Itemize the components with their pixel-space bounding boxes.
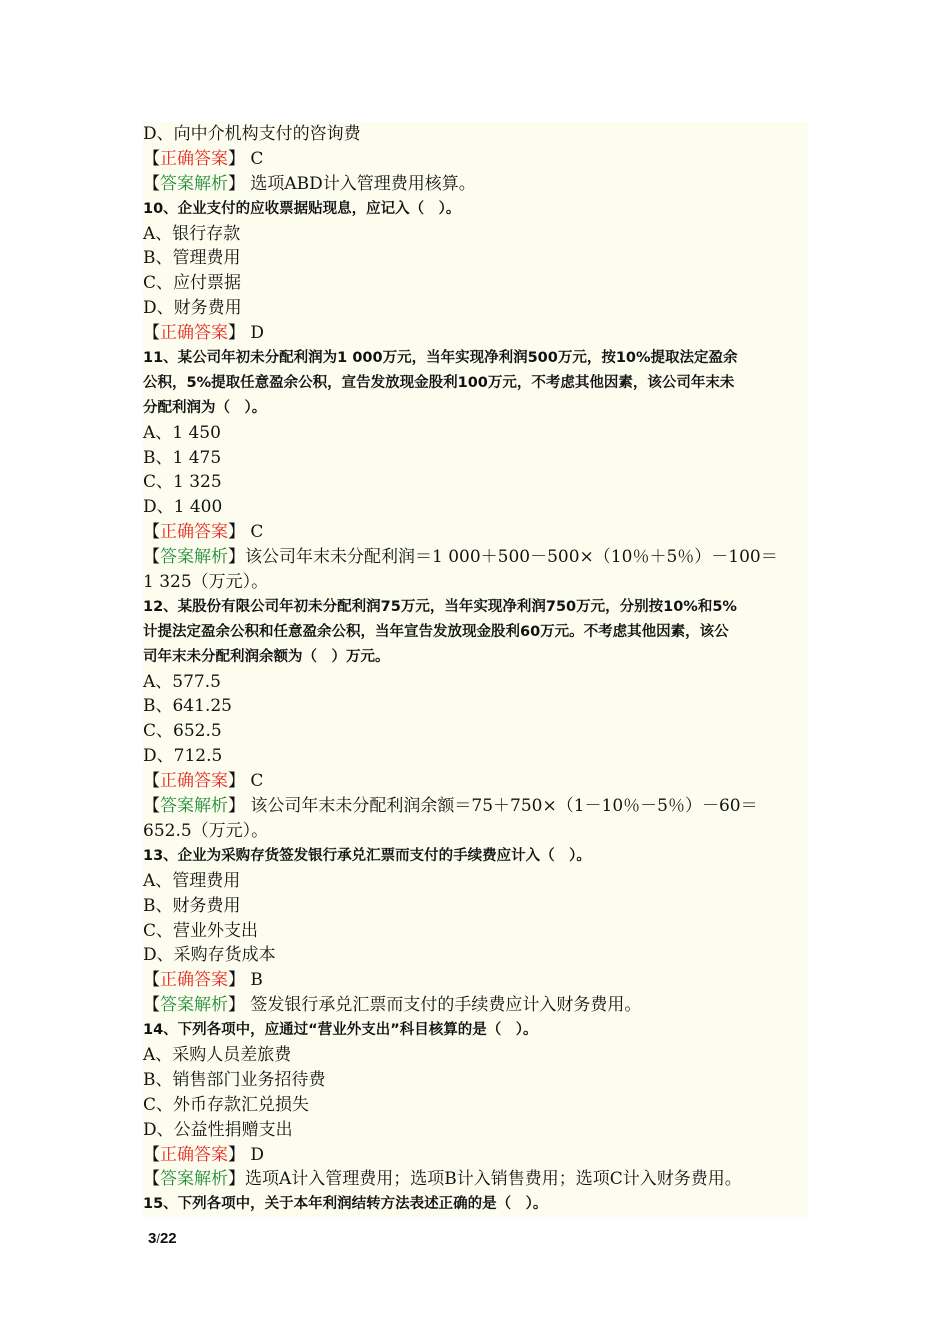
option-text: A、1 450 — [143, 421, 808, 446]
question-text: 14、下列各项中，应通过“营业外支出”科目核算的是（ ）。 — [143, 1018, 808, 1043]
bracket-close: 】 — [228, 173, 245, 194]
bracket-open: 【 — [143, 771, 160, 792]
bracket-close: 】 — [228, 995, 245, 1016]
correct-answer-line — [143, 147, 808, 172]
correct-answer-label: 正确答案 — [160, 771, 228, 792]
bracket-open: 【 — [143, 173, 160, 194]
answer-explanation-text: 签发银行承兑汇票而支付的手续费应计入财务费用。 — [245, 995, 642, 1016]
answer-explanation-label: 答案解析 — [160, 796, 228, 817]
option-text: B、1 475 — [143, 446, 808, 471]
answer-explanation-label: 答案解析 — [160, 1169, 228, 1190]
correct-answer-value: C — [245, 522, 264, 543]
answer-explanation-label: 答案解析 — [160, 173, 228, 194]
bracket-close: 】 — [228, 323, 245, 344]
correct-answer-value: D — [245, 323, 265, 344]
document-body — [143, 122, 808, 1217]
bracket-close: 】 — [228, 771, 245, 792]
answer-explanation-line — [143, 172, 808, 197]
option-text: D、采购存货成本 — [143, 943, 808, 968]
option-text: C、外币存款汇兑损失 — [143, 1093, 808, 1118]
answer-explanation-line — [143, 545, 808, 570]
option-text: B、财务费用 — [143, 894, 808, 919]
question-text: 13、企业为采购存货签发银行承兑汇票而支付的手续费应计入（ ）。 — [143, 844, 808, 869]
bracket-open: 【 — [143, 1169, 160, 1190]
correct-answer-label: 正确答案 — [160, 148, 228, 169]
bracket-close: 】 — [228, 522, 245, 543]
bracket-open: 【 — [143, 970, 160, 991]
question-text: 11、某公司年初未分配利润为1 000万元，当年实现净利润500万元，按10%提取法定盈余 — [143, 346, 808, 371]
correct-answer-line — [143, 1143, 808, 1168]
correct-answer-line — [143, 321, 808, 346]
option-text: D、1 400 — [143, 495, 808, 520]
answer-explanation-line — [143, 794, 808, 819]
bracket-open: 【 — [143, 547, 160, 568]
option-text: A、银行存款 — [143, 222, 808, 247]
bracket-close: 】 — [228, 796, 245, 817]
option-text: A、577.5 — [143, 670, 808, 695]
question-text: 15、下列各项中，关于本年利润结转方法表述正确的是（ ）。 — [143, 1192, 808, 1217]
current-page: 3 — [148, 1230, 157, 1247]
option-text: B、管理费用 — [143, 246, 808, 271]
bracket-close: 】 — [228, 1144, 245, 1165]
answer-explanation-text: 选项A计入管理费用；选项B计入销售费用；选项C计入财务费用。 — [245, 1169, 742, 1190]
answer-explanation-line — [143, 993, 808, 1018]
bracket-open: 【 — [143, 522, 160, 543]
option-text: A、管理费用 — [143, 869, 808, 894]
correct-answer-label: 正确答案 — [160, 1144, 228, 1165]
correct-answer-value: C — [245, 148, 264, 169]
option-text: D、财务费用 — [143, 296, 808, 321]
question-text: 司年末未分配利润余额为（ ）万元。 — [143, 645, 808, 670]
question-text: 公积，5%提取任意盈余公积，宣告发放现金股利100万元，不考虑其他因素，该公司年末未 — [143, 371, 808, 396]
correct-answer-label: 正确答案 — [160, 323, 228, 344]
option-text: B、销售部门业务招待费 — [143, 1068, 808, 1093]
question-text: 10、企业支付的应收票据贴现息，应记入（ ）。 — [143, 197, 808, 222]
answer-explanation-label: 答案解析 — [160, 995, 228, 1016]
correct-answer-line — [143, 520, 808, 545]
bracket-open: 【 — [143, 995, 160, 1016]
correct-answer-label: 正确答案 — [160, 970, 228, 991]
answer-explanation-text: 该公司年末未分配利润余额＝75＋750×（1－10％－5％）－60＝ — [245, 796, 758, 817]
bracket-open: 【 — [143, 1144, 160, 1165]
correct-answer-label: 正确答案 — [160, 522, 228, 543]
page-number — [148, 1230, 177, 1247]
bracket-close: 】 — [228, 1169, 245, 1190]
option-text: C、应付票据 — [143, 271, 808, 296]
answer-explanation-label: 答案解析 — [160, 547, 228, 568]
question-text: 12、某股份有限公司年初未分配利润75万元，当年实现净利润750万元，分别按10%和5% — [143, 595, 808, 620]
correct-answer-value: C — [245, 771, 264, 792]
answer-explanation-text: 该公司年末未分配利润＝1 000＋500－500×（10％＋5％）－100＝ — [245, 547, 778, 568]
bracket-open: 【 — [143, 148, 160, 169]
option-text: 652.5（万元）。 — [143, 819, 808, 844]
correct-answer-value: D — [245, 1144, 265, 1165]
option-text: D、712.5 — [143, 744, 808, 769]
bracket-close: 】 — [228, 547, 245, 568]
answer-explanation-line — [143, 1167, 808, 1192]
correct-answer-line — [143, 769, 808, 794]
total-pages: 22 — [159, 1230, 177, 1247]
option-text: D、公益性捐赠支出 — [143, 1118, 808, 1143]
question-text: 分配利润为（ ）。 — [143, 396, 808, 421]
bracket-open: 【 — [143, 323, 160, 344]
option-text: A、采购人员差旅费 — [143, 1043, 808, 1068]
page-separator: / — [156, 1231, 160, 1246]
correct-answer-line — [143, 968, 808, 993]
answer-explanation-text: 选项ABD计入管理费用核算。 — [245, 173, 476, 194]
option-text: D、向中介机构支付的咨询费 — [143, 122, 808, 147]
bracket-close: 】 — [228, 970, 245, 991]
correct-answer-value: B — [245, 970, 263, 991]
bracket-open: 【 — [143, 796, 160, 817]
question-text: 计提法定盈余公积和任意盈余公积，当年宣告发放现金股利60万元。不考虑其他因素，该公 — [143, 620, 808, 645]
bracket-close: 】 — [228, 148, 245, 169]
option-text: C、652.5 — [143, 719, 808, 744]
option-text: C、1 325 — [143, 470, 808, 495]
option-text: B、641.25 — [143, 694, 808, 719]
option-text: C、营业外支出 — [143, 919, 808, 944]
option-text: 1 325（万元）。 — [143, 570, 808, 595]
